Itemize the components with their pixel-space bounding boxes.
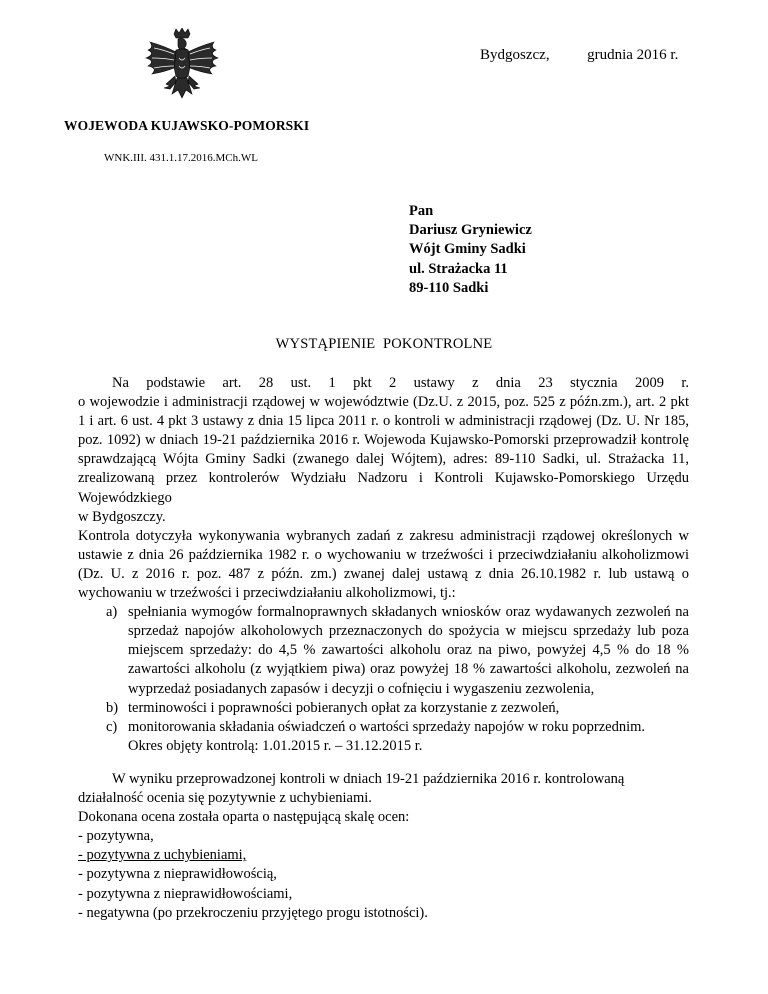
list-item: - pozytywna z nieprawidłowością,: [78, 866, 277, 883]
place-and-date: [480, 47, 678, 64]
intro-p1-end: w Bydgoszczy.: [78, 508, 166, 525]
issuing-office: WOJEWODA KUJAWSKO-POMORSKI: [64, 118, 310, 133]
recipient-postal: 89-110 Sadki: [409, 279, 489, 296]
list-item: - pozytywna,: [78, 828, 154, 845]
city: Bydgoszcz,: [480, 47, 550, 63]
scope-list: [78, 603, 689, 737]
list-item: a) spełniania wymogów formalnoprawnych składanych wniosków oraz wydawanych zezwoleń na sprzedaż napojów alkoholowych przeznaczonych do spożycia w miejscu sprzedaży lub poza miejscem sprzedaży: do 4,5 % zawartości alkoholu oraz na piwo, powyżej 4,5 % do 18 % zawartości alkoholu (z wyjątkiem piwa) oraz powyżej 18 % zawartości alkoholu, zezwoleń na wyprzedaż posiadanych zapasów i decyzji o cofnięciu i wygaszeniu zezwolenia,: [106, 604, 689, 697]
control-period: Okres objęty kontrolą: 1.01.2015 r. – 31.12.2015 r.: [128, 737, 423, 754]
document-title: WYSTĄPIENIE POKONTROLNE: [275, 336, 493, 352]
result-line2: działalność ocenia się pozytywnie z uchybieniami.: [78, 790, 372, 807]
list-item-selected: - pozytywna z uchybieniami,: [78, 847, 247, 864]
intro-section: [78, 374, 689, 756]
result-line1: W wyniku przeprowadzonej kontroli w dniach 19-21 października 2016 r. kontrolowaną: [112, 771, 625, 787]
recipient-position: Wójt Gminy Sadki: [409, 241, 526, 258]
polish-eagle-emblem-icon: [140, 28, 224, 112]
date: grudnia 2016 r.: [587, 47, 679, 63]
recipient-name: Dariusz Gryniewicz: [409, 222, 532, 239]
recipient-street: ul. Strażacka 11: [409, 260, 508, 277]
result-scale-intro: Dokonana ocena została oparta o następującą skalę ocen:: [78, 809, 410, 826]
list-item: - pozytywna z nieprawidłowościami,: [78, 885, 293, 902]
result-section: [78, 770, 689, 923]
intro-p1-body: o wojewodzie i administracji rządowej w województwie (Dz.U. z 2015, poz. 525 z późn.zm.), art. 2 pkt 1 i art. 6 ust. 4 pkt 3 ustawy z dnia 15 lipca 2011 r. o kontroli w administracji rządowej (Dz. U. Nr 185, poz. 1092) w dniach 19-21 października 2016 r. Wojewoda Kujawsko-Pomorski przeprowadził kontrolę sprawdzającą Wójta Gminy Sadki (zwanego dalej Wójtem), adres: 89-110 Sadki, ul. Strażacka 11, zrealizowaną przez kontrolerów Wydziału Nadzoru i Kontroli Kujawsko-Pomorskiego Urzędu Wojewódzkiego: [78, 394, 689, 506]
intro-p2: Kontrola dotyczyła wykonywania wybranych zadań z zakresu administracji rządowej określonych w ustawie z dnia 26 października 1982 r. o wychowaniu w trzeźwości i przeciwdziałaniu alkoholizmowi (Dz. U. z 2016 r. poz. 487 z późn. zm.) zwanej dalej ustawą z dnia 26.10.1982 r. lub ustawą o wychowaniu w trzeźwości i przeciwdziałaniu alkoholizmowi, tj.:: [78, 527, 689, 602]
list-item: - negatywna (po przekroczeniu przyjętego progu istotności).: [78, 904, 428, 921]
recipient-salutation: Pan: [409, 203, 434, 219]
intro-p1-line1: Na podstawie art. 28 ust. 1 pkt 2 ustawy z dnia 23 stycznia 2009 r.: [112, 375, 689, 391]
list-item: c) monitorowania składania oświadczeń o wartości sprzedaży napojów w roku poprzednim.: [106, 718, 646, 735]
reference-number: WNK.III. 431.1.17.2016.MCh.WL: [104, 152, 258, 164]
rating-scale-list: [78, 827, 689, 922]
list-item: b) terminowości i poprawności pobieranych opłat za korzystanie z zezwoleń,: [106, 699, 560, 716]
recipient-block: [409, 202, 532, 298]
